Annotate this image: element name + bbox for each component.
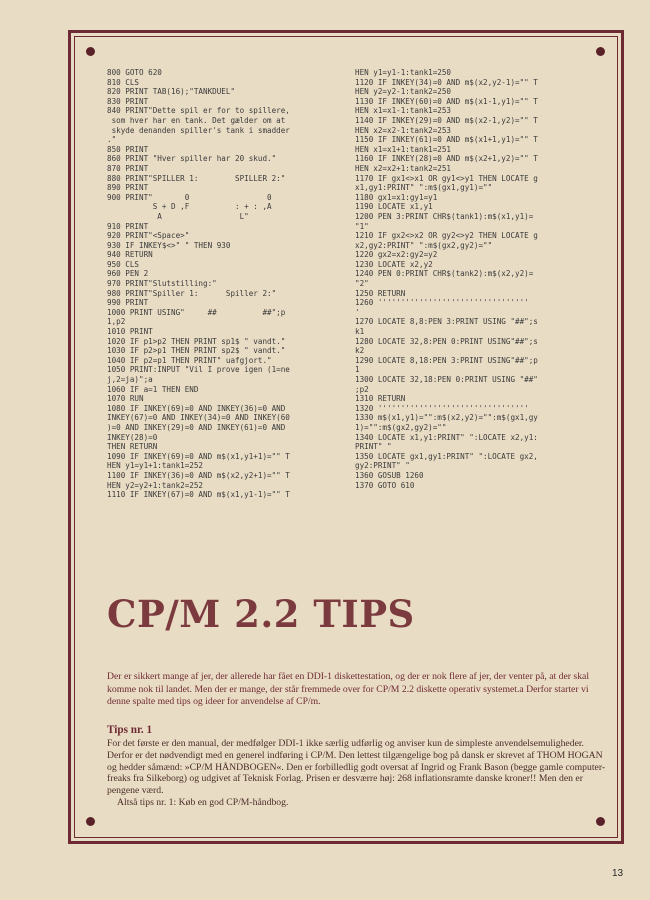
code-line: HEN x1=x1-1:tank1=253 bbox=[355, 106, 452, 116]
code-line: som hver har en tank. Det gælder om at bbox=[107, 115, 286, 125]
code-line: 1270 LOCATE 8,8:PEN 3:PRINT USING "##";s bbox=[355, 317, 538, 327]
code-line: )=0 AND INKEY(29)=0 AND INKEY(61)=0 AND bbox=[107, 422, 286, 432]
code-line: k2 bbox=[355, 346, 365, 356]
code-line: x1,gy1:PRINT" ":m$(gx1,gy1)="" bbox=[355, 183, 493, 193]
code-line: 880 PRINT"SPILLER 1: SPILLER 2:" bbox=[107, 173, 286, 183]
page-number: 13 bbox=[612, 868, 624, 879]
code-line: HEN y1=y1+1:tank1=252 bbox=[107, 461, 204, 471]
code-line: HEN y1=y1-1:tank1=250 bbox=[355, 68, 452, 77]
code-line: k1 bbox=[355, 327, 365, 337]
code-line: 1280 LOCATE 32,8:PEN 0:PRINT USING"##";s bbox=[355, 336, 538, 346]
code-line: 820 PRINT TAB(16);"TANKDUEL" bbox=[107, 87, 236, 97]
code-line: 1320 ''''''''''''''''''''''''''''''''' bbox=[355, 403, 529, 413]
code-line: 1300 LOCATE 32,18:PEN 0:PRINT USING "##" bbox=[355, 375, 538, 384]
corner-dot-top-left bbox=[86, 47, 95, 56]
code-line: 1060 IF a=1 THEN END bbox=[107, 384, 199, 394]
corner-dot-bottom-left bbox=[86, 817, 95, 826]
code-line: 1010 PRINT bbox=[107, 327, 153, 337]
code-line: 1090 IF INKEY(69)=0 AND m$(x1,y1+1)="" T bbox=[107, 451, 290, 461]
code-line: 900 PRINT" 0 0 bbox=[107, 192, 272, 202]
article-title: CP/M 2.2 TIPS bbox=[107, 592, 415, 636]
code-line: HEN y2=y2-1:tank2=250 bbox=[355, 87, 452, 97]
code-line: 890 PRINT bbox=[107, 183, 149, 193]
code-line: 1310 RETURN bbox=[355, 394, 406, 404]
code-line: gy2:PRINT" " bbox=[355, 461, 410, 471]
code-line: "1" bbox=[355, 221, 369, 231]
code-line: 920 PRINT"<Space>" bbox=[107, 231, 190, 241]
code-line: 1180 gx1=x1:gy1=y1 bbox=[355, 192, 438, 202]
code-line: 1330 m$(x1,y1)="":m$(x2,y2)="":m$(gx1,gy bbox=[355, 413, 538, 423]
code-line: j,2=ja)";a bbox=[107, 375, 153, 384]
code-line: HEN x2=x2-1:tank2=253 bbox=[355, 125, 452, 135]
code-line: 1190 LOCATE x1,y1 bbox=[355, 202, 433, 212]
code-line: 960 PEN 2 bbox=[107, 269, 149, 279]
code-line: ." bbox=[107, 135, 117, 145]
code-line: 1070 RUN bbox=[107, 394, 144, 404]
code-line: 1150 IF INKEY(61)=0 AND m$(x1+1,y1)="" T bbox=[355, 135, 538, 145]
code-line: HEN y2=y2+1:tank2=252 bbox=[107, 480, 204, 490]
code-line: 850 PRINT bbox=[107, 144, 149, 154]
code-line: "2" bbox=[355, 279, 369, 289]
code-line: 1030 IF p2>p1 THEN PRINT sp2$ " vandt." bbox=[107, 346, 286, 356]
code-line: 1 bbox=[355, 365, 360, 375]
corner-dot-top-right bbox=[596, 47, 605, 56]
code-line: 970 PRINT"Slutstilling:" bbox=[107, 279, 217, 289]
code-line: 1290 LOCATE 8,18:PEN 3:PRINT USING"##";p bbox=[355, 355, 538, 365]
code-line: HEN x1=x1+1:tank1=251 bbox=[355, 144, 452, 154]
code-line: 1360 GOSUB 1260 bbox=[355, 470, 424, 480]
code-line: PRINT" " bbox=[355, 442, 392, 452]
code-line: 1080 IF INKEY(69)=0 AND INKEY(36)=0 AND bbox=[107, 403, 286, 413]
code-line: 1160 IF INKEY(28)=0 AND m$(x2+1,y2)="" T bbox=[355, 154, 538, 164]
code-line: 1100 IF INKEY(36)=0 AND m$(x2,y2+1)="" T bbox=[107, 470, 290, 480]
code-line: 1020 IF p1>p2 THEN PRINT sp1$ " vandt." bbox=[107, 336, 286, 346]
code-line: 870 PRINT bbox=[107, 163, 149, 173]
code-line: x2,gy2:PRINT" ":m$(gx2,gy2)="" bbox=[355, 240, 493, 250]
code-line: 1050 PRINT:INPUT "Vil I prove igen (1=ne bbox=[107, 365, 290, 375]
code-line: 950 CLS bbox=[107, 259, 140, 269]
code-line: 830 PRINT bbox=[107, 96, 149, 106]
code-line: S + D ,F : + : ,A bbox=[107, 202, 272, 212]
code-line: 1130 IF INKEY(60)=0 AND m$(x1-1,y1)="" T bbox=[355, 96, 538, 106]
code-line: 930 IF INKEY$<>" " THEN 930 bbox=[107, 240, 231, 250]
code-line: 1230 LOCATE x2,y2 bbox=[355, 259, 433, 269]
code-listing-right bbox=[355, 68, 610, 490]
code-line: 1170 IF gx1<>x1 OR gy1<>y1 THEN LOCATE g bbox=[355, 173, 538, 183]
code-line: 1140 IF INKEY(29)=0 AND m$(x2-1,y2)="" T bbox=[355, 115, 538, 125]
code-line: 840 PRINT"Dette spil er for to spillere, bbox=[107, 106, 290, 116]
code-line: 1)="":m$(gx2,gy2)="" bbox=[355, 422, 447, 432]
corner-dot-bottom-right bbox=[596, 817, 605, 826]
article-intro: Der er sikkert mange af jer, der allerede har fået en DDI-1 diskettestation, og der er nok flere af jer, der venter på, at der skal komme nok til landet. Men der er mange, der står fremmede over for CP/M 2.2 diskette operativ systemet.a Derfor starter vi denne spalte med tips og ideer for anvendelse af CP/m. bbox=[107, 671, 590, 707]
code-line: 940 RETURN bbox=[107, 250, 153, 260]
code-line: 980 PRINT"Spiller 1: Spiller 2:" bbox=[107, 288, 277, 298]
code-line: 1340 LOCATE x1,y1:PRINT" ":LOCATE x2,y1: bbox=[355, 432, 538, 442]
tip-heading: Tips nr. 1 bbox=[107, 724, 153, 736]
code-line: 1040 IF p2=p1 THEN PRINT" uafgjort." bbox=[107, 355, 272, 365]
code-line: 990 PRINT bbox=[107, 298, 149, 308]
code-line: 1110 IF INKEY(67)=0 AND m$(x1,y1-1)="" T bbox=[107, 490, 290, 500]
code-line: ;p2 bbox=[355, 384, 369, 394]
code-line: INKEY(67)=0 AND INKEY(34)=0 AND INKEY(60 bbox=[107, 413, 290, 423]
code-line: 1000 PRINT USING" ## ##";p bbox=[107, 307, 286, 317]
code-line: INKEY(28)=0 bbox=[107, 432, 158, 442]
code-line: ' bbox=[355, 307, 360, 317]
code-line: A L" bbox=[107, 211, 249, 221]
tip-body bbox=[107, 738, 610, 809]
code-line: 1250 RETURN bbox=[355, 288, 406, 298]
code-line: 1120 IF INKEY(34)=0 AND m$(x2,y2-1)="" T bbox=[355, 77, 538, 87]
code-line: 800 GOTO 620 bbox=[107, 68, 162, 77]
code-line: 810 CLS bbox=[107, 77, 140, 87]
code-line: 1210 IF gx2<>x2 OR gy2<>y2 THEN LOCATE g bbox=[355, 231, 538, 241]
code-line: 910 PRINT bbox=[107, 221, 149, 231]
code-line: THEN RETURN bbox=[107, 442, 158, 452]
code-line: skyde denanden spiller's tank i smadder bbox=[107, 125, 290, 135]
code-line: 1370 GOTO 610 bbox=[355, 480, 415, 490]
code-line: 1,p2 bbox=[107, 317, 126, 327]
code-line: 860 PRINT "Hver spiller har 20 skud." bbox=[107, 154, 277, 164]
code-line: 1220 gx2=x2:gy2=y2 bbox=[355, 250, 438, 260]
tip-paragraph: For det første er den manual, der medfølger DDI-1 ikke særlig udførlig og anviser kun de simpleste anvendelsemuligheder. Derfor er det nødvendigt med en generel indføring i CP/M. Den lettest tilgængelige bog på dansk er skrevet af THOM HOGAN og hedder såmænd: »CP/M HÅNDBOGEN«. Den er forbilledlig godt oversat af Ingrid og Frank Bason (begge gamle computer-freaks fra Silkeborg) og udgivet af Teknisk Forlag. Prisen er desværre høj: 268 inflationsramte danske kroner!! Men den er pengene værd. bbox=[107, 738, 606, 797]
code-line: HEN x2=x2+1:tank2=251 bbox=[355, 163, 452, 173]
code-line: 1200 PEN 3:PRINT CHR$(tank1):m$(x1,y1)= bbox=[355, 211, 534, 221]
code-line: 1260 ''''''''''''''''''''''''''''''''' bbox=[355, 298, 529, 308]
code-line: 1350 LOCATE gx1,gy1:PRINT" ":LOCATE gx2, bbox=[355, 451, 538, 461]
code-line: 1240 PEN 0:PRINT CHR$(tank2):m$(x2,y2)= bbox=[355, 269, 534, 279]
tip-conclusion: Altså tips nr. 1: Køb en god CP/M-håndbog. bbox=[117, 796, 289, 808]
code-listing-left bbox=[107, 68, 335, 500]
